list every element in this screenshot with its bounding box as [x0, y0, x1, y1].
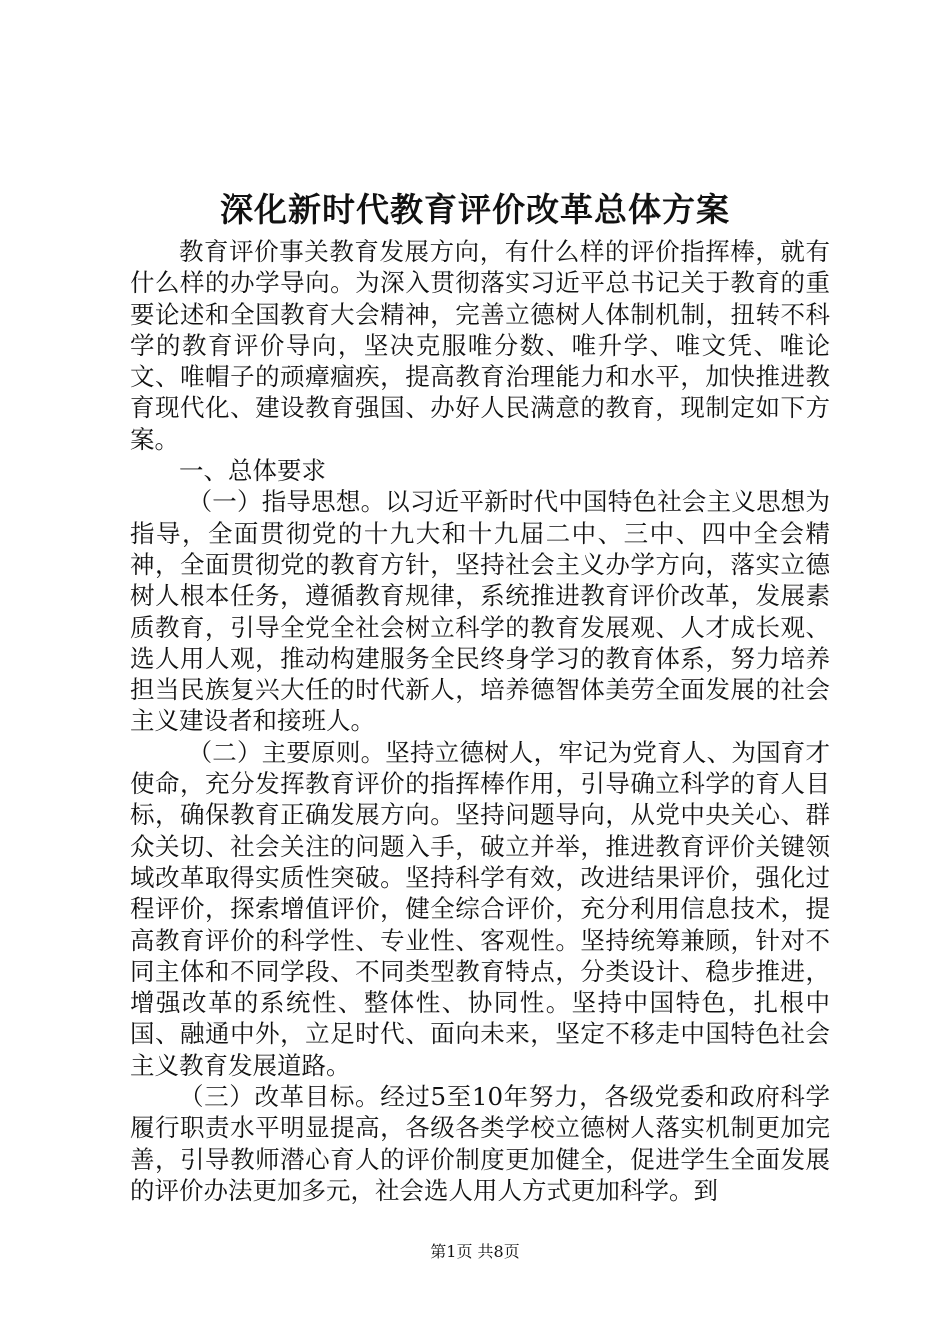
page-number-footer: 第1页 共8页: [430, 1242, 520, 1261]
paragraph-main-principles: （二）主要原则。坚持立德树人，牢记为党育人、为国育才使命，充分发挥教育评价的指挥棒作用，引导确立科学的育人目标，确保教育正确发展方向。坚持问题导向，从党中央关心、群众关切、社会关注的问题入手，破立并举，推进教育评价关键领域改革取得实质性突破。坚持科学有效，改进结果评价，强化过程评价，探索增值评价，健全综合评价，充分利用信息技术，提高教育评价的科学性、专业性、客观性。坚持统筹兼顾，针对不同主体和不同学段、不同类型教育特点，分类设计、稳步推进，增强改革的系统性、整体性、协同性。坚持中国特色，扎根中国、融通中外，立足时代、面向未来，坚定不移走中国特色社会主义教育发展道路。: [130, 737, 830, 1080]
paragraph-guiding-ideology: （一）指导思想。以习近平新时代中国特色社会主义思想为指导，全面贯彻党的十九大和十九届二中、三中、四中全会精神，全面贯彻党的教育方针，坚持社会主义办学方向，落实立德树人根本任务，遵循教育规律，系统推进教育评价改革，发展素质教育，引导全党全社会树立科学的教育发展观、人才成长观、选人用人观，推动构建服务全民终身学习的教育体系，努力培养担当民族复兴大任的时代新人，培养德智体美劳全面发展的社会主义建设者和接班人。: [130, 487, 830, 736]
paragraph-reform-goals: （三）改革目标。经过5至10年努力，各级党委和政府科学履行职责水平明显提高，各级各类学校立德树人落实机制更加完善，引导教师潜心育人的评价制度更加健全，促进学生全面发展的评价办法更加多元，社会选人用人方式更加科学。到: [130, 1082, 830, 1205]
section-heading-general-requirements: 一、总体要求: [179, 456, 326, 486]
document-title: 深化新时代教育评价改革总体方案: [220, 190, 730, 229]
document-body: [130, 236, 830, 1206]
intro-paragraph: 教育评价事关教育发展方向，有什么样的评价指挥棒，就有什么样的办学导向。为深入贯彻落实习近平总书记关于教育的重要论述和全国教育大会精神，完善立德树人体制机制，扭转不科学的教育评价导向，坚决克服唯分数、唯升学、唯文凭、唯论文、唯帽子的顽瘴痼疾，提高教育治理能力和水平，加快推进教育现代化、建设教育强国、办好人民满意的教育，现制定如下方案。: [130, 237, 830, 454]
